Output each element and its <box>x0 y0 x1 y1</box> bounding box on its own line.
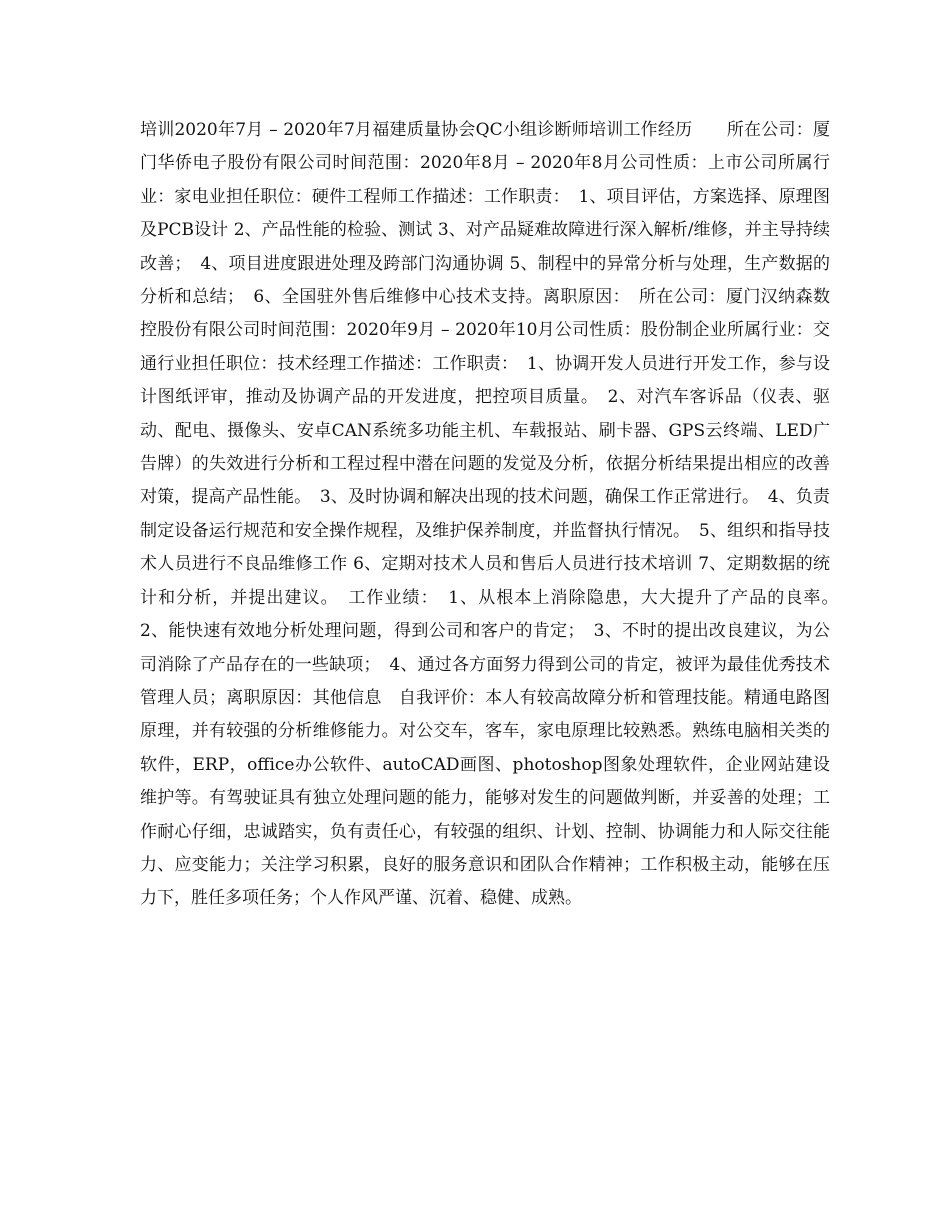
resume-body-text: 培训2020年7月 – 2020年7月福建质量协会QC小组诊断师培训工作经历 所在公司：厦门华侨电子股份有限公司时间范围：2020年8月 – 2020年8月公司性质：上市公司所属行业：家电业担任职位：硬件工程师工作描述：工作职责： 1、项目评估，方案选择、原理图及PCB设计 2、产品性能的检验、测试 3、对产品疑难故障进行深入解析/维修，并主导持续改善； 4、项目进度跟进处理及跨部门沟通协调 5、制程中的异常分析与处理，生产数据的分析和总结； 6、全国驻外售后维修中心技术支持。离职原因： 所在公司：厦门汉纳森数控股份有限公司时间范围：2020年9月 – 2020年10月公司性质：股份制企业所属行业：交通行业担任职位：技术经理工作描述：工作职责： 1、协调开发人员进行开发工作，参与设计图纸评审，推动及协调产品的开发进度，把控项目质量。 2、对汽车客诉品（仪表、驱动、配电、摄像头、安卓CAN系统多功能主机、车载报站、刷卡器、GPS云终端、LED广告牌）的失效进行分析和工程过程中潜在问题的发觉及分析，依据分析结果提出相应的改善对策，提高产品性能。 3、及时协调和解决出现的技术问题，确保工作正常进行。 4、负责制定设备运行规范和安全操作规程，及维护保养制度，并监督执行情况。 5、组织和指导技术人员进行不良品维修工作 6、定期对技术人员和售后人员进行技术培训 7、定期数据的统计和分析，并提出建议。 工作业绩： 1、从根本上消除隐患，大大提升了产品的良率。 2、能快速有效地分析处理问题，得到公司和客户的肯定； 3、不时的提出改良建议，为公司消除了产品存在的一些缺项； 4、通过各方面努力得到公司的肯定，被评为最佳优秀技术管理人员；离职原因：其他信息 自我评价：本人有较高故障分析和管理技能。精通电路图原理，并有较强的分析维修能力。对公交车，客车，家电原理比较熟悉。熟练电脑相关类的软件，ERP，office办公软件、autoCAD画图、photoshop图象处理软件，企业网站建设维护等。有驾驶证具有独立处理问题的能力，能够对发生的问题做判断，并妥善的处理；工作耐心仔细，忠诚踏实，负有责任心，有较强的组织、计划、控制、协调能力和人际交往能力、应变能力；关注学习积累，良好的服务意识和团队合作精神；工作积极主动，能够在压力下，胜任多项任务；个人作风严谨、沉着、稳健、成熟。 <box>140 120 847 909</box>
